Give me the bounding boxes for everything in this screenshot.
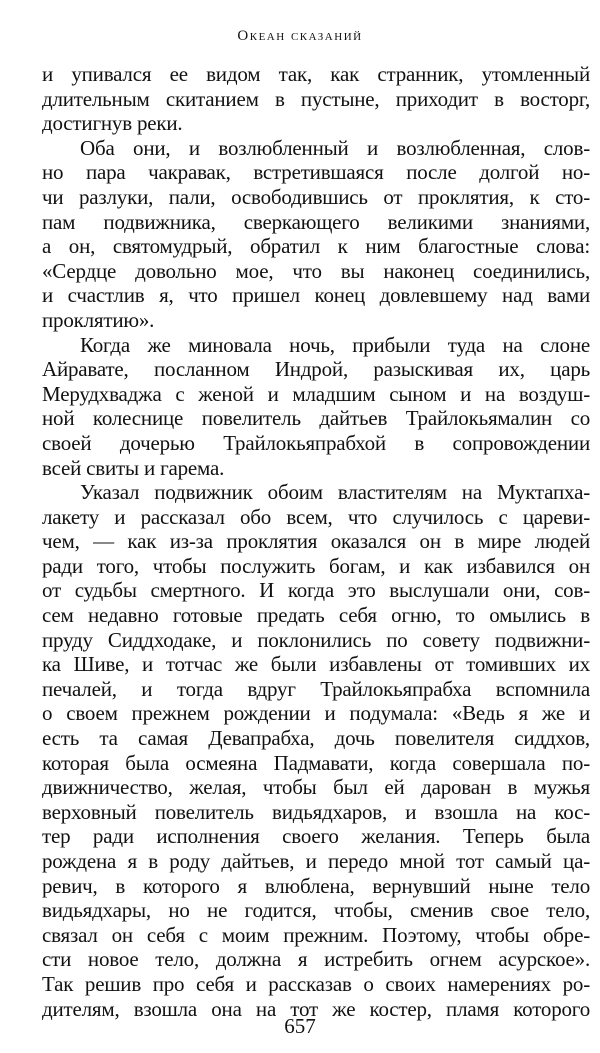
- text-line: сем недавно готовые предать себя огню, то омылись в: [42, 603, 590, 628]
- text-line: пруду Сиддходаке, и поклонились по совету подвижни-: [42, 627, 590, 652]
- text-line: о своем прежнем рождении и подумала: «Ведь я же и: [42, 701, 590, 726]
- paragraph: [42, 480, 590, 1021]
- text-line: Мерудхваджа с женой и младшим сыном и на воздуш-: [42, 381, 590, 406]
- text-line: Указал подвижник обоим властителям на Муктапха-: [80, 480, 590, 505]
- text-line: ради того, чтобы послужить богам, и как избавился он: [42, 553, 590, 578]
- text-line: рождена я в роду дайтьев, и передо мной тот самый ца-: [42, 849, 590, 873]
- text-line: всей свиты и гарема.: [42, 455, 225, 480]
- text-line: достигнув реки.: [42, 111, 183, 136]
- text-line: движничество, желая, чтобы был ей дарован в мужья: [42, 775, 590, 800]
- text-line: а он, святомудрый, обратил к ним благостные слова:: [42, 234, 590, 259]
- text-line: ной колеснице повелитель дайтьев Трайлокьямалин со: [42, 406, 590, 431]
- text-line: Айравате, посланном Индрой, разыскивая их, царь: [42, 357, 590, 382]
- text-line: сти новое тело, должна я истребить огнем асурское».: [42, 947, 590, 972]
- text-line: печалей, и тогда вдруг Трайлокьяпрабха вспомнила: [42, 676, 590, 701]
- paragraph: [42, 136, 590, 333]
- paragraph: [42, 333, 590, 481]
- paragraph: [42, 62, 590, 136]
- text-line: и счастлив я, что пришел конец довлевшему над вами: [42, 283, 590, 308]
- text-line: чи разлуки, пали, освободившись от проклятия, к сто-: [42, 184, 590, 209]
- text-line: Так решив про себя и рассказав о своих намерениях ро-: [42, 971, 590, 996]
- text-line: связал он себя с моим прежним. Поэтому, чтобы обре-: [42, 922, 590, 947]
- running-header: Океан сказаний: [237, 28, 363, 44]
- text-line: своей дочерью Трайлокьяпрабхой в сопровождении: [42, 430, 590, 455]
- text-line: и упивался ее видом так, как странник, утомленный: [42, 62, 590, 86]
- text-line: дителям, взошла она на тот же костер, пламя которого: [42, 996, 590, 1021]
- text-line: длительным скитанием в пустыне, приходит в восторг,: [42, 86, 590, 111]
- text-line: верховный повелитель видьядхаров, и взошла на кос-: [42, 799, 590, 824]
- text-line: видьядхары, но не годится, чтобы, сменив свое тело,: [42, 898, 590, 923]
- text-line: Оба они, и возлюбленный и возлюбленная, слов-: [80, 135, 590, 160]
- text-line: от судьбы смертного. И когда это выслушали они, сов-: [42, 578, 590, 603]
- text-line: ревич, в которого я влюблена, вернувший ныне тело: [42, 873, 590, 898]
- text-line: пам подвижника, сверкающего великими знаниями,: [42, 209, 590, 234]
- text-line: лакету и рассказал обо всем, что случилось с цареви-: [42, 504, 590, 529]
- text-line: тер ради исполнения своего желания. Теперь была: [42, 824, 590, 849]
- text-line: но пара чакравак, встретившаяся после долгой но-: [42, 160, 590, 185]
- text-line: которая была осмеяна Падмавати, когда совершала по-: [42, 750, 590, 775]
- text-line: ка Шиве, и тотчас же были избавлены от томивших их: [42, 652, 590, 677]
- text-line: Когда же миновала ночь, прибыли туда на слоне: [80, 332, 590, 357]
- text-line: «Сердце довольно мое, что вы наконец соединились,: [42, 258, 590, 283]
- text-line: проклятию».: [42, 307, 155, 332]
- page-body-text: [42, 62, 590, 1021]
- text-line: чем, — как из-за проклятия оказался он в мире людей: [42, 529, 590, 554]
- page-number: 657: [284, 1014, 316, 1038]
- text-line: есть та самая Девапрабха, дочь повелителя сиддхов,: [42, 726, 590, 751]
